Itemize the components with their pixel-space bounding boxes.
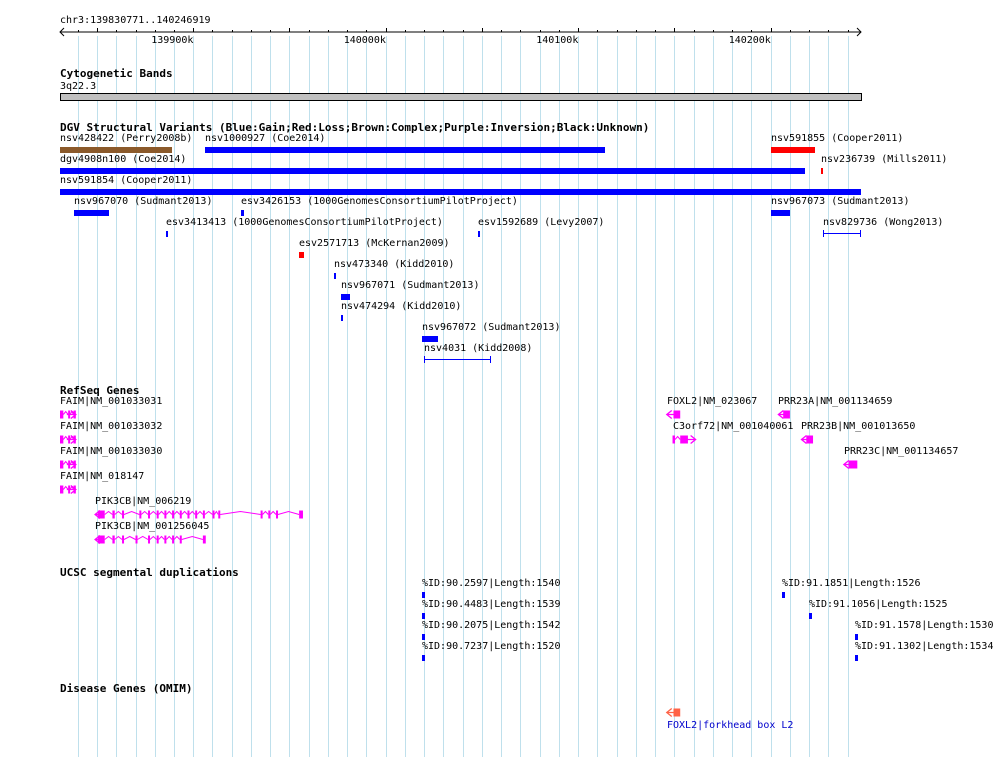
variant-nsv236739[interactable] xyxy=(821,168,823,174)
segdup-label: %ID:90.2597|Length:1540 xyxy=(422,578,561,589)
intron-line xyxy=(159,512,165,515)
variant-label: nsv4031 (Kidd2008) xyxy=(424,343,533,354)
ruler-tick-label: 140100k xyxy=(536,35,579,46)
cytoband-label: 3q22.3 xyxy=(60,81,97,92)
exon-block xyxy=(112,536,114,544)
grid-line xyxy=(386,36,387,757)
gene-pik3cb-2[interactable] xyxy=(0,533,890,547)
variant-label: esv2571713 (McKernan2009) xyxy=(299,238,450,249)
intron-line xyxy=(166,512,172,515)
segdup-feature[interactable] xyxy=(422,634,425,640)
variant-nsv591855[interactable] xyxy=(771,147,815,153)
omim-gene-feature[interactable] xyxy=(0,706,890,720)
exon-block xyxy=(148,536,150,544)
segdup-feature[interactable] xyxy=(855,634,858,640)
intron-line xyxy=(166,537,172,540)
gene-label: FAIM|NM_018147 xyxy=(60,471,145,482)
variant-label: nsv473340 (Kidd2010) xyxy=(334,259,455,270)
intron-line xyxy=(150,512,157,515)
exon-block xyxy=(60,486,63,494)
exon-block xyxy=(122,511,124,519)
gene-label: PRR23B|NM_001013650 xyxy=(801,421,916,432)
exon-block xyxy=(164,536,166,544)
segdup-label: %ID:90.2075|Length:1542 xyxy=(422,620,561,631)
grid-line xyxy=(597,36,598,757)
grid-line xyxy=(328,36,329,757)
exon-block xyxy=(136,536,138,544)
segdup-feature[interactable] xyxy=(855,655,858,661)
exon-block xyxy=(164,511,166,519)
intron-line xyxy=(270,512,276,515)
exon-block xyxy=(122,536,124,544)
intron-line xyxy=(182,537,203,540)
intron-line xyxy=(189,512,195,515)
variant-esv3426153[interactable] xyxy=(241,210,244,216)
intron-line xyxy=(182,512,188,515)
variant-nsv829736[interactable] xyxy=(823,233,861,234)
intron-line xyxy=(220,512,260,515)
segdup-feature[interactable] xyxy=(422,592,425,598)
exon-block xyxy=(172,511,174,519)
exon-block xyxy=(180,511,182,519)
intron-line xyxy=(150,537,157,540)
segdup-label: %ID:91.1302|Length:1534 xyxy=(855,641,993,652)
variant-label: nsv591854 (Cooper2011) xyxy=(60,175,193,186)
intron-line xyxy=(174,537,180,540)
gene-label: PRR23C|NM_001134657 xyxy=(844,446,959,457)
variant-esv3413413[interactable] xyxy=(166,231,168,237)
gene-prr23a[interactable] xyxy=(0,408,890,422)
gene-label: PIK3CB|NM_001256045 xyxy=(95,521,210,532)
ruler-tick-label: 140200k xyxy=(728,35,771,46)
variant-label: esv3413413 (1000GenomesConsortiumPilotProject) xyxy=(166,217,443,228)
exon-block xyxy=(157,511,159,519)
dgv-track-title: DGV Structural Variants (Blue:Gain;Red:Loss;Brown:Complex;Purple:Inversion;Black:Unknown) xyxy=(60,121,650,134)
ruler-tick-label: 140000k xyxy=(343,35,386,46)
exon-block xyxy=(203,536,206,544)
intron-line xyxy=(137,537,148,540)
intron-line xyxy=(115,537,122,540)
exon-block xyxy=(172,536,174,544)
gene-label: FOXL2|NM_023067 xyxy=(667,396,758,407)
exon-block xyxy=(180,536,182,544)
segdup-feature[interactable] xyxy=(809,613,812,619)
segdup-track-title: UCSC segmental duplications xyxy=(60,566,239,579)
variant-nsv967071[interactable] xyxy=(341,294,350,300)
variant-label: nsv1000927 (Coe2014) xyxy=(205,133,326,144)
variant-label: nsv967072 (Sudmant2013) xyxy=(422,322,561,333)
variant-label: nsv591855 (Cooper2011) xyxy=(771,133,904,144)
refseq-track-title: RefSeq Genes xyxy=(60,384,140,397)
gene-label: PIK3CB|NM_006219 xyxy=(95,496,192,507)
variant-label: nsv967071 (Sudmant2013) xyxy=(341,280,480,291)
exon-block xyxy=(299,511,303,519)
variant-label: nsv829736 (Wong2013) xyxy=(823,217,944,228)
gene-prr23b[interactable] xyxy=(0,433,890,447)
gene-faim-4[interactable] xyxy=(0,483,890,497)
exon-block xyxy=(139,511,141,519)
gene-label: FAIM|NM_001033030 xyxy=(60,446,163,457)
omim-gene-label[interactable]: FOXL2|forkhead box L2 xyxy=(667,720,794,731)
exon-block xyxy=(112,511,114,519)
gene-label: FAIM|NM_001033031 xyxy=(60,396,163,407)
grid-line xyxy=(636,36,637,757)
cytoband-track-title: Cytogenetic Bands xyxy=(60,67,173,80)
segdup-label: %ID:91.1056|Length:1525 xyxy=(809,599,948,610)
variant-nsv4031[interactable] xyxy=(424,359,491,360)
variant-nsv967073[interactable] xyxy=(771,210,790,216)
intron-line xyxy=(105,512,113,515)
exon-block xyxy=(157,536,159,544)
cytoband-bar[interactable] xyxy=(60,93,862,101)
intron-line xyxy=(141,512,148,515)
variant-esv2571713[interactable] xyxy=(299,252,304,258)
variant-nsv428422[interactable] xyxy=(60,147,172,153)
grid-line xyxy=(193,36,194,757)
exon-block xyxy=(268,511,270,519)
exon-block xyxy=(261,511,263,519)
exon-block xyxy=(195,511,197,519)
intron-line xyxy=(278,512,299,515)
exon-block xyxy=(187,511,189,519)
intron-line xyxy=(205,512,213,515)
exon-block xyxy=(218,511,220,519)
intron-line xyxy=(263,512,269,515)
variant-nsv474294[interactable] xyxy=(341,315,343,321)
gene-label: C3orf72|NM_001040061 xyxy=(673,421,794,432)
intron-line xyxy=(214,512,218,515)
intron-line xyxy=(124,512,139,515)
variant-label: nsv236739 (Mills2011) xyxy=(821,154,948,165)
variant-label: esv3426153 (1000GenomesConsortiumPilotProject) xyxy=(241,196,518,207)
intron-line xyxy=(174,512,180,515)
intron-line xyxy=(197,512,203,515)
segdup-feature[interactable] xyxy=(422,655,425,661)
variant-label: nsv474294 (Kidd2010) xyxy=(341,301,462,312)
grid-line xyxy=(578,36,579,757)
gene-pik3cb-1[interactable] xyxy=(0,508,890,522)
variant-label: dgv4908n100 (Coe2014) xyxy=(60,154,187,165)
grid-line xyxy=(366,36,367,757)
variant-label: esv1592689 (Levy2007) xyxy=(478,217,605,228)
variant-nsv591854[interactable] xyxy=(60,189,861,195)
segdup-label: %ID:90.4483|Length:1539 xyxy=(422,599,561,610)
omim-track-title: Disease Genes (OMIM) xyxy=(60,682,193,695)
intron-line xyxy=(115,512,122,515)
gene-prr23c[interactable] xyxy=(0,458,890,472)
segdup-label: %ID:90.7237|Length:1520 xyxy=(422,641,561,652)
exon-block xyxy=(276,511,278,519)
exon-block xyxy=(212,511,214,519)
variant-nsv1000927[interactable] xyxy=(205,147,605,153)
segdup-label: %ID:91.1851|Length:1526 xyxy=(782,578,921,589)
ruler-tick-label: 139900k xyxy=(151,35,194,46)
grid-line xyxy=(347,36,348,757)
grid-line xyxy=(655,36,656,757)
grid-line xyxy=(617,36,618,757)
locus-label: chr3:139830771..140246919 xyxy=(60,15,211,26)
segdup-feature[interactable] xyxy=(422,613,425,619)
intron-line xyxy=(124,537,136,540)
variant-label: nsv967070 (Sudmant2013) xyxy=(74,196,213,207)
variant-label: nsv428422 (Perry2008b) xyxy=(60,133,193,144)
intron-line xyxy=(105,537,113,540)
variant-nsv967070[interactable] xyxy=(74,210,109,216)
grid-line xyxy=(405,36,406,757)
variant-dgv4908n100[interactable] xyxy=(60,168,805,174)
variant-nsv473340[interactable] xyxy=(334,273,336,279)
gene-label: PRR23A|NM_001134659 xyxy=(778,396,893,407)
gene-label: FAIM|NM_001033032 xyxy=(60,421,163,432)
intron-line xyxy=(159,537,165,540)
exon-block xyxy=(203,511,205,519)
segdup-label: %ID:91.1578|Length:1530 xyxy=(855,620,993,631)
variant-esv1592689[interactable] xyxy=(478,231,480,237)
exon-block xyxy=(148,511,150,519)
segdup-feature[interactable] xyxy=(782,592,785,598)
variant-nsv967072[interactable] xyxy=(422,336,438,342)
variant-label: nsv967073 (Sudmant2013) xyxy=(771,196,910,207)
